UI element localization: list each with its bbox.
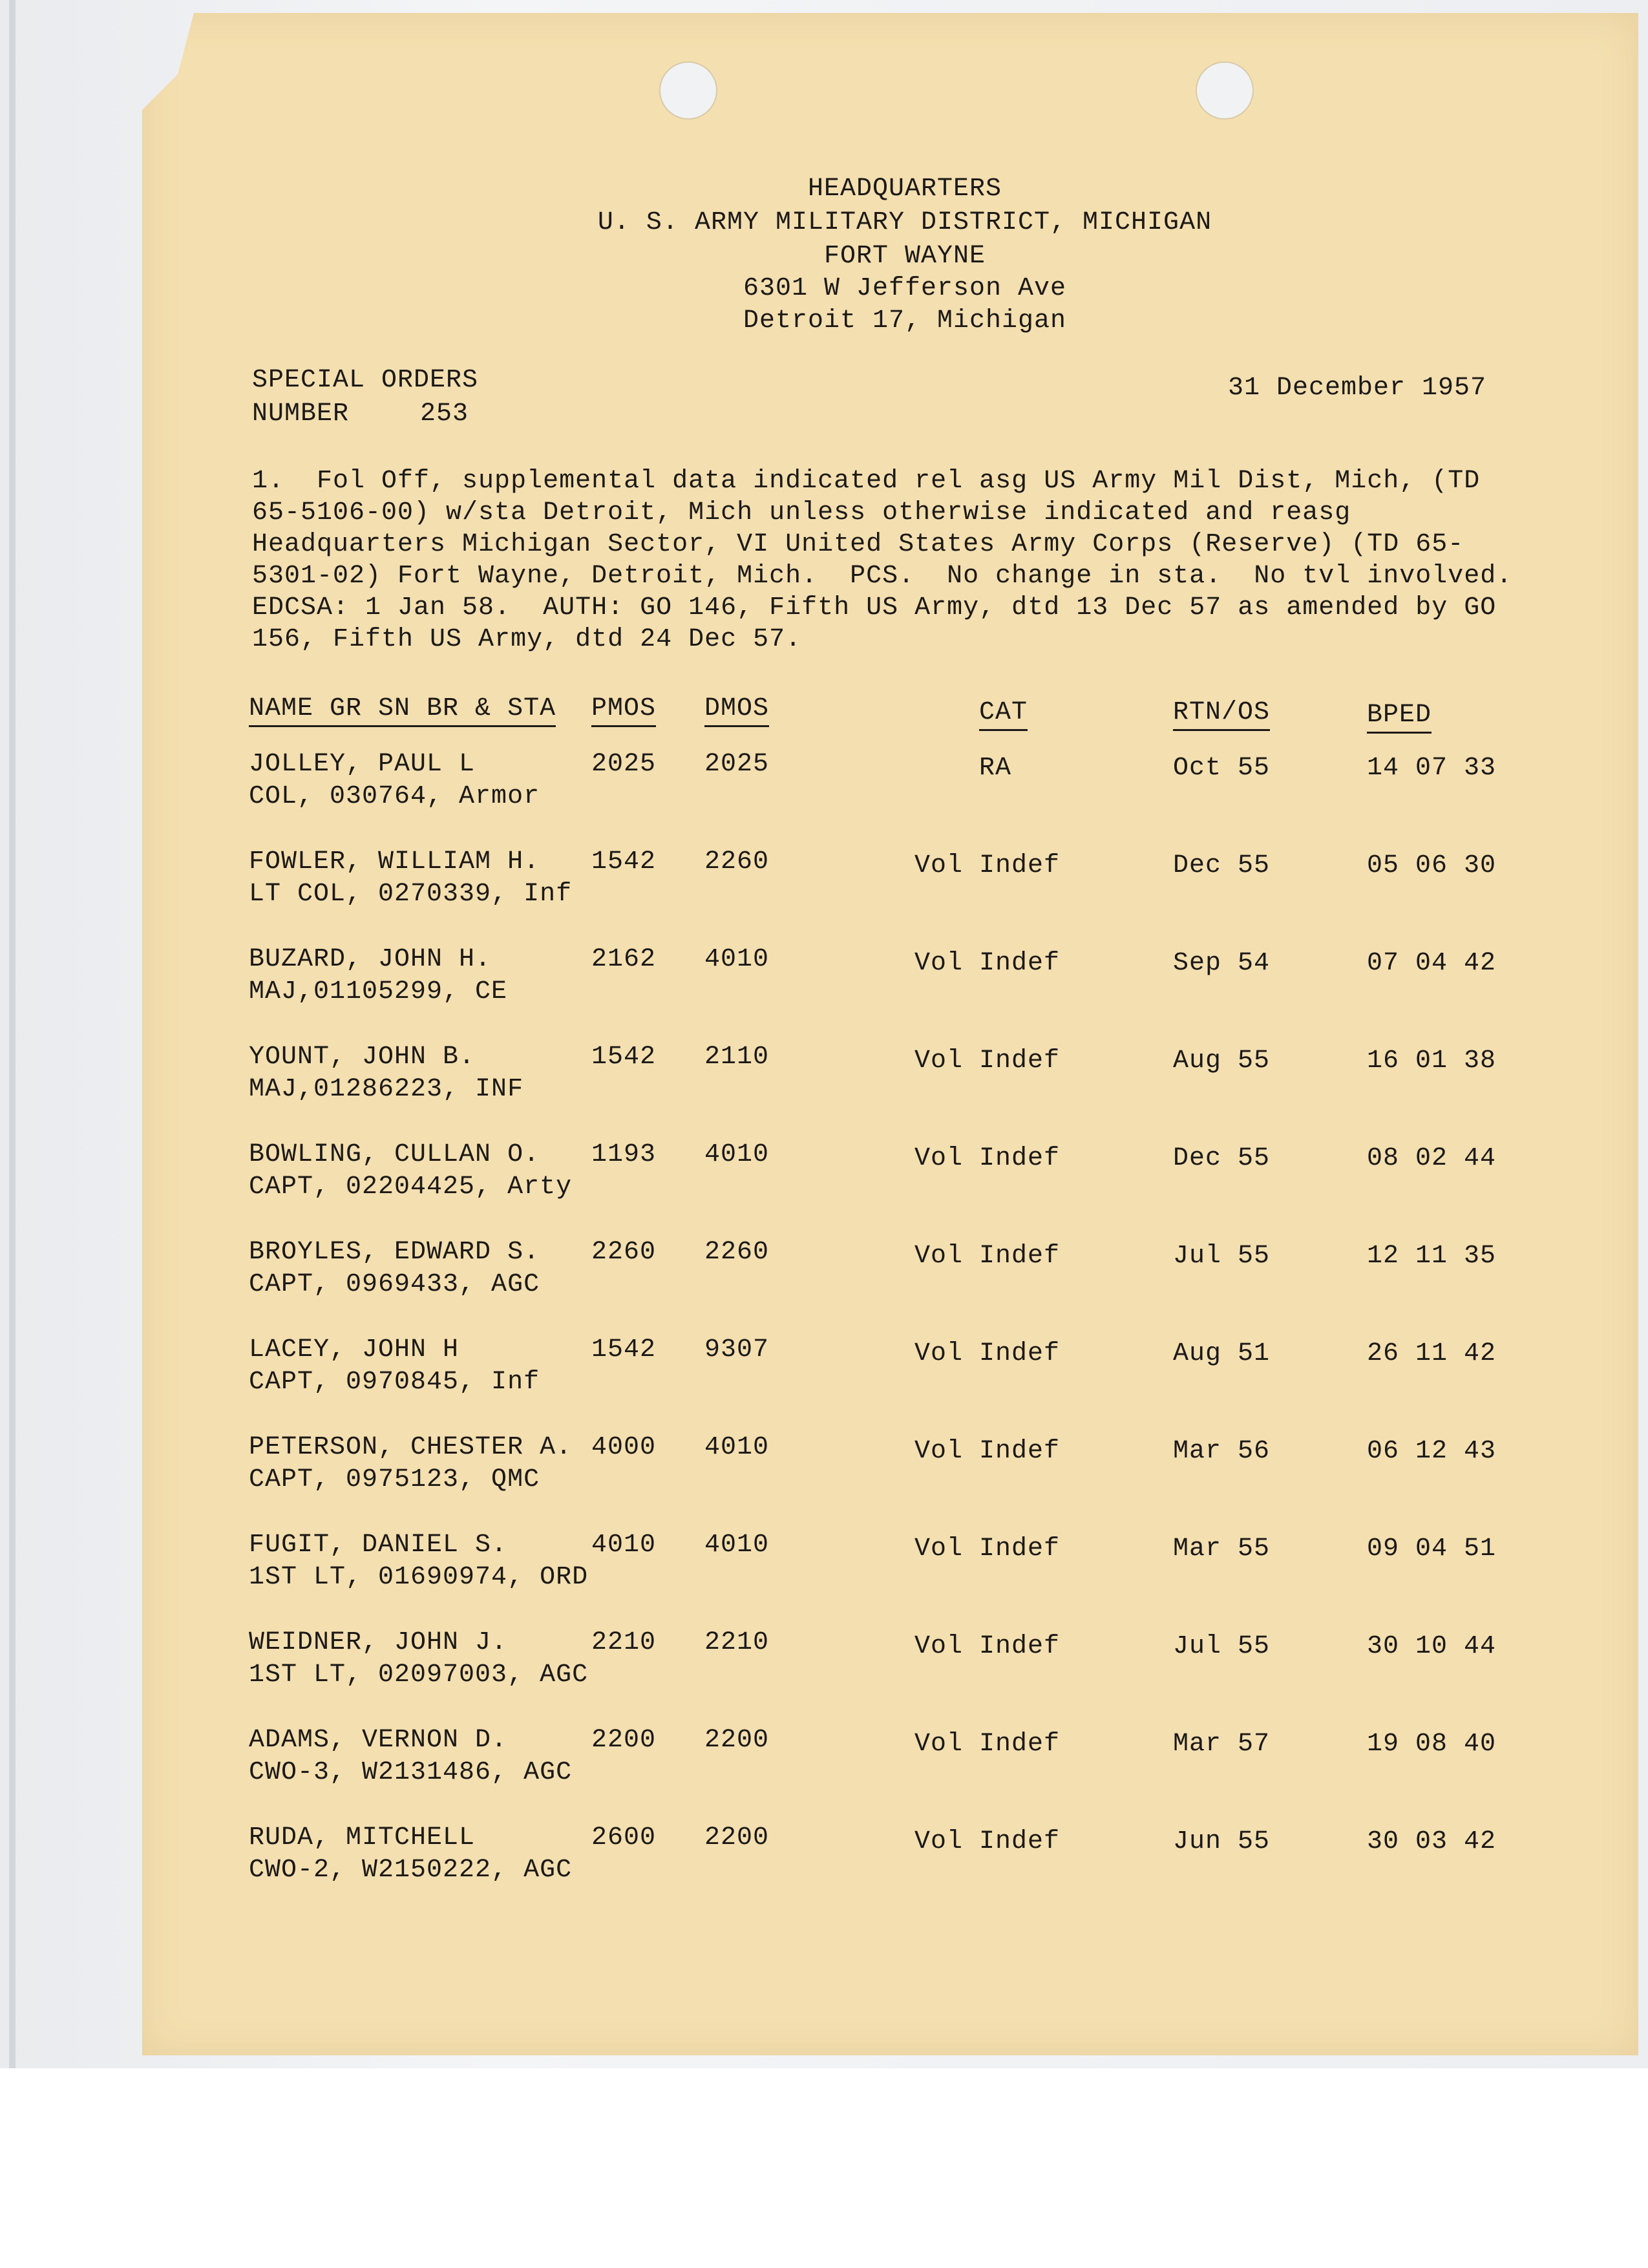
category-value: Vol Indef [914,1437,1061,1466]
bped-value: 14 07 33 [1367,754,1497,783]
category-value: Vol Indef [914,1339,1061,1368]
dmos-value: 4010 [704,1531,770,1560]
officer-name: ADAMS, VERNON D. [249,1726,508,1755]
table-row [0,1531,1648,1602]
rtn-os-value: Aug 51 [1173,1339,1271,1368]
pmos-value: 2210 [591,1628,657,1657]
dmos-value: 2260 [704,1238,770,1267]
table-row [0,1238,1648,1309]
category-value: Vol Indef [914,851,1061,880]
officer-name: LACEY, JOHN H [249,1335,460,1364]
col-header-bped: BPED [1367,701,1431,734]
pmos-value: 1193 [591,1140,657,1169]
rtn-os-value: Jul 55 [1173,1242,1271,1271]
officer-grade-sn-branch: CAPT, 0970845, Inf [249,1368,540,1397]
order-paragraph: 1. Fol Off, supplemental data indicated rel asg US Army Mil Dist, Mich, (TD 65-5106-00) w/sta Detroit, Mich unless otherwise indicated and reasg Headquarters Michigan Sector, VI United States Army Corps (Reserve) (TD 65-5301-02) Fort Wayne, Detroit, Mich. PCS. No change in sta. No tvl involved. EDCSA: 1 Jan 58. AUTH: GO 146, Fifth US Army, dtd 13 Dec 57 as amended by GO 156, Fifth US Army, dtd 24 Dec 57. [252,467,1545,654]
officer-grade-sn-branch: CWO-2, W2150222, AGC [249,1856,573,1885]
table-row [0,750,1648,821]
officer-name: FUGIT, DANIEL S. [249,1531,508,1560]
pmos-value: 1542 [591,1335,657,1364]
rtn-os-value: Jul 55 [1173,1632,1271,1661]
officer-grade-sn-branch: CAPT, 02204425, Arty [249,1172,573,1202]
category-value: Vol Indef [914,1144,1061,1173]
col-header-dmos: DMOS [704,694,769,727]
dmos-value: 2210 [704,1628,770,1657]
category-value: Vol Indef [914,1046,1061,1076]
rtn-os-value: Aug 55 [1173,1046,1271,1076]
rtn-os-value: Jun 55 [1173,1827,1271,1856]
table-row [0,1726,1648,1797]
punch-hole-right [1196,61,1254,120]
officer-name: FOWLER, WILLIAM H. [249,847,540,876]
officer-name: WEIDNER, JOHN J. [249,1628,508,1657]
officer-grade-sn-branch: CAPT, 0975123, QMC [249,1465,540,1494]
header-line-2: U. S. ARMY MILITARY DISTRICT, MICHIGAN [597,208,1212,237]
category-value: Vol Indef [914,1242,1061,1271]
dmos-value: 9307 [704,1335,770,1364]
table-row [0,1043,1648,1114]
officer-grade-sn-branch: MAJ,01105299, CE [249,977,508,1006]
dmos-value: 4010 [704,1140,770,1169]
bped-value: 19 08 40 [1367,1730,1497,1759]
officer-name: YOUNT, JOHN B. [249,1043,476,1072]
table-row [0,1823,1648,1894]
rtn-os-value: Dec 55 [1173,1144,1271,1173]
order-date: 31 December 1957 [1228,374,1487,403]
special-orders-label: SPECIAL ORDERS [252,366,479,395]
table-row [0,847,1648,918]
rtn-os-value: Mar 56 [1173,1437,1271,1466]
officer-name: RUDA, MITCHELL [249,1823,476,1852]
officer-grade-sn-branch: LT COL, 0270339, Inf [249,880,573,909]
rtn-os-value: Mar 57 [1173,1730,1271,1759]
number-label: NUMBER [252,399,350,429]
pmos-value: 4000 [591,1433,657,1462]
dmos-value: 4010 [704,945,770,974]
rtn-os-value: Dec 55 [1173,851,1271,880]
officer-grade-sn-branch: 1ST LT, 02097003, AGC [249,1660,589,1690]
header-line-4: 6301 W Jefferson Ave [743,274,1067,303]
bped-value: 08 02 44 [1367,1144,1497,1173]
table-row [0,1433,1648,1504]
dmos-value: 2260 [704,847,770,876]
officer-grade-sn-branch: MAJ,01286223, INF [249,1075,524,1104]
col-header-name: NAME GR SN BR & STA [249,694,556,727]
col-header-rtn-os: RTN/OS [1173,698,1270,731]
category-value: Vol Indef [914,1632,1061,1661]
col-header-pmos: PMOS [591,694,656,727]
header-line-5: Detroit 17, Michigan [743,306,1067,335]
officer-name: BOWLING, CULLAN O. [249,1140,540,1169]
dmos-value: 2200 [704,1726,770,1755]
header-line-3: FORT WAYNE [823,242,986,271]
category-value: Vol Indef [914,949,1061,978]
pmos-value: 1542 [591,1043,657,1072]
rtn-os-value: Oct 55 [1173,754,1271,783]
rtn-os-value: Sep 54 [1173,949,1271,978]
col-header-cat: CAT [979,698,1028,731]
pmos-value: 2260 [591,1238,657,1267]
bped-value: 09 04 51 [1367,1534,1497,1563]
pmos-value: 2025 [591,750,657,779]
category-value: RA [979,754,1012,783]
officer-grade-sn-branch: CAPT, 0969433, AGC [249,1270,540,1299]
table-row [0,1628,1648,1699]
bped-value: 30 03 42 [1367,1827,1497,1856]
bped-value: 05 06 30 [1367,851,1497,880]
category-value: Vol Indef [914,1827,1061,1856]
bped-value: 12 11 35 [1367,1242,1497,1271]
bped-value: 07 04 42 [1367,949,1497,978]
dmos-value: 2025 [704,750,770,779]
pmos-value: 1542 [591,847,657,876]
dmos-value: 4010 [704,1433,770,1462]
header-line-1: HEADQUARTERS [807,175,1002,204]
officer-grade-sn-branch: COL, 030764, Armor [249,782,540,811]
officer-name: BROYLES, EDWARD S. [249,1238,540,1267]
category-value: Vol Indef [914,1730,1061,1759]
pmos-value: 4010 [591,1531,657,1560]
pmos-value: 2200 [591,1726,657,1755]
officer-grade-sn-branch: CWO-3, W2131486, AGC [249,1758,573,1787]
dmos-value: 2200 [704,1823,770,1852]
bped-value: 16 01 38 [1367,1046,1497,1076]
officer-name: BUZARD, JOHN H. [249,945,492,974]
table-row [0,1335,1648,1406]
bped-value: 30 10 44 [1367,1632,1497,1661]
punch-hole-left [659,61,717,120]
officer-name: JOLLEY, PAUL L [249,750,476,779]
officer-grade-sn-branch: 1ST LT, 01690974, ORD [249,1563,589,1592]
order-number: 253 [420,399,469,429]
bped-value: 06 12 43 [1367,1437,1497,1466]
bped-value: 26 11 42 [1367,1339,1497,1368]
pmos-value: 2600 [591,1823,657,1852]
category-value: Vol Indef [914,1534,1061,1563]
table-row [0,1140,1648,1211]
rtn-os-value: Mar 55 [1173,1534,1271,1563]
table-row [0,945,1648,1016]
pmos-value: 2162 [591,945,657,974]
dmos-value: 2110 [704,1043,770,1072]
officer-name: PETERSON, CHESTER A. [249,1433,573,1462]
